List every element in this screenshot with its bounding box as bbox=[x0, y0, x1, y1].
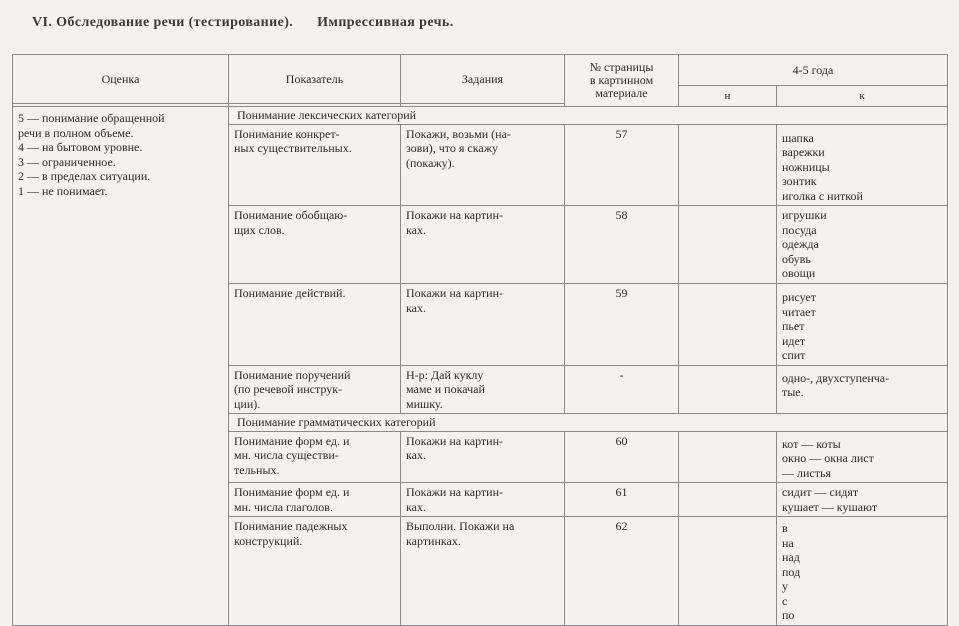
page-number-cell: 60 bbox=[565, 431, 679, 483]
task-cell: Н-р: Дай куклу маме и покачай мишку. bbox=[401, 365, 565, 414]
scale-line: 3 — ограниченное. bbox=[18, 154, 116, 169]
page-number-cell: 58 bbox=[565, 206, 679, 284]
score-scale bbox=[13, 107, 229, 626]
heading-left: VI. Обследование речи (тестирование). bbox=[32, 15, 294, 30]
k-cell: одно-, двухступенча- тые. bbox=[777, 365, 948, 414]
task-cell: Покажи на картин- ках. bbox=[401, 284, 565, 366]
col-header-n: н bbox=[679, 86, 777, 107]
n-cell bbox=[679, 517, 777, 626]
scale-line: 1 — не понимает. bbox=[18, 183, 108, 198]
assessment-table bbox=[12, 54, 948, 626]
indicator-cell: Понимание форм ед. и мн. числа существи- тельных. bbox=[229, 431, 401, 483]
col-header-indicator: Показатель bbox=[229, 55, 401, 104]
n-cell bbox=[679, 284, 777, 366]
indicator-cell: Понимание форм ед. и мн. числа глаголов. bbox=[229, 483, 401, 517]
indicator-cell: Понимание падежных конструкций. bbox=[229, 517, 401, 626]
k-cell: кот — коты окно — окна лист — листья bbox=[777, 431, 948, 483]
col-header-age: 4-5 года bbox=[679, 55, 948, 86]
page-number-cell: 62 bbox=[565, 517, 679, 626]
indicator-cell: Понимание поручений (по речевой инструк- ции). bbox=[229, 365, 401, 414]
section-grammatical: Понимание грамматических категорий bbox=[229, 414, 948, 432]
task-cell: Покажи на картин- ках. bbox=[401, 206, 565, 284]
section-lexical: Понимание лексических категорий bbox=[229, 107, 948, 125]
task-cell: Покажи на картин- ках. bbox=[401, 483, 565, 517]
scale-line: 5 — понимание обращенной bbox=[18, 111, 165, 125]
indicator-cell: Понимание конкрет- ных существительных. bbox=[229, 124, 401, 206]
n-cell bbox=[679, 431, 777, 483]
n-cell bbox=[679, 206, 777, 284]
k-cell: сидит — сидят кушает — кушают bbox=[777, 483, 948, 517]
k-cell: игрушки посуда одежда обувь овощи bbox=[777, 206, 948, 284]
col-header-score: Оценка bbox=[13, 55, 229, 104]
task-cell: Выполни. Покажи на картинках. bbox=[401, 517, 565, 626]
indicator-cell: Понимание обобщаю- щих слов. bbox=[229, 206, 401, 284]
k-cell: шапка варежки ножницы зонтик иголка с ниткой bbox=[777, 124, 948, 206]
col-header-tasks: Задания bbox=[401, 55, 565, 104]
scale-line: речи в полном объеме. bbox=[18, 125, 134, 140]
k-cell: в на над под у с по bbox=[777, 517, 948, 626]
section-heading bbox=[32, 15, 454, 31]
col-header-page: № страницы в картинном материале bbox=[565, 55, 679, 107]
indicator-cell: Понимание действий. bbox=[229, 284, 401, 366]
page-number-cell: 59 bbox=[565, 284, 679, 366]
n-cell bbox=[679, 483, 777, 517]
scale-line: 2 — в пределах ситуации. bbox=[18, 169, 151, 183]
k-cell: рисует читает пьет идет спит bbox=[777, 284, 948, 366]
n-cell bbox=[679, 124, 777, 206]
n-cell bbox=[679, 365, 777, 414]
scale-line: 4 — на бытовом уровне. bbox=[18, 140, 143, 154]
task-cell: Покажи, возьми (на- зови), что я скажу (покажу). bbox=[401, 124, 565, 206]
page-number-cell: 57 bbox=[565, 124, 679, 206]
page-number-cell: - bbox=[565, 365, 679, 414]
page-number-cell: 61 bbox=[565, 483, 679, 517]
heading-right: Импрессивная речь. bbox=[317, 15, 454, 30]
task-cell: Покажи на картин- ках. bbox=[401, 431, 565, 483]
col-header-k: к bbox=[777, 86, 948, 107]
